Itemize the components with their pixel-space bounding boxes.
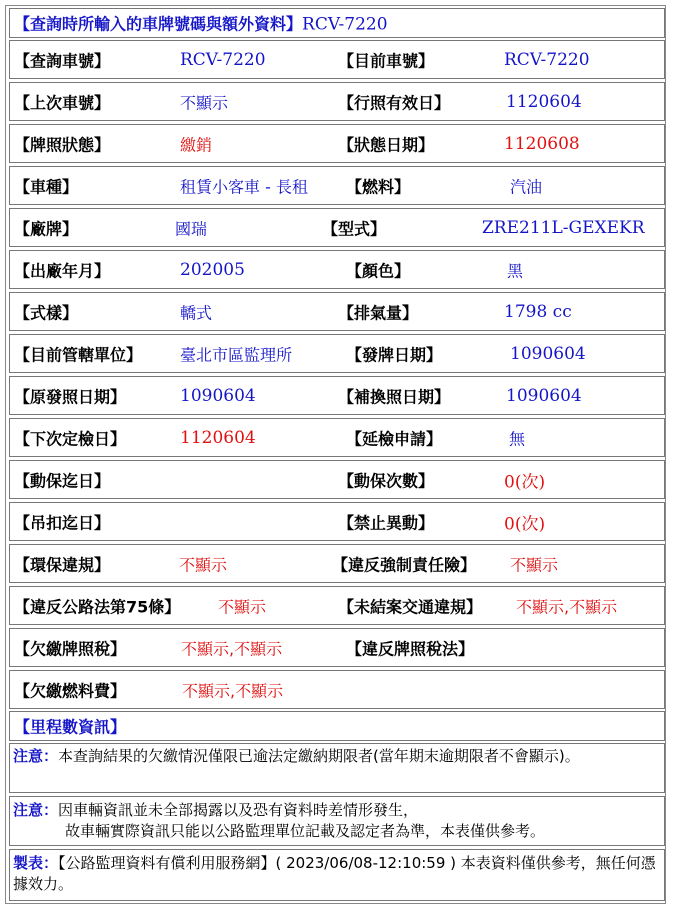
row-value: 無 xyxy=(509,429,526,448)
row-value: RCV-7220 xyxy=(180,49,266,70)
info-row xyxy=(9,586,665,625)
info-row xyxy=(9,376,665,415)
row-label: 【欠繳牌照稅】 xyxy=(14,639,127,658)
row-label: 【燃料】 xyxy=(346,177,411,196)
mileage-section xyxy=(9,711,665,741)
note-1-body: 本查詢結果的欠繳情況僅限已逾法定繳納期限者(當年期末逾期限者不會顯示)。 xyxy=(58,747,580,765)
footer-prefix: 製表： xyxy=(13,854,59,872)
row-label: 【環保違規】 xyxy=(14,555,111,574)
row-label: 【出廠年月】 xyxy=(14,261,111,280)
row-value: 1798 cc xyxy=(504,301,572,322)
info-row xyxy=(9,460,665,499)
row-value: 1090604 xyxy=(180,385,256,406)
report-footer xyxy=(9,849,665,901)
row-value: 租賃小客車 - 長租 xyxy=(180,177,308,196)
row-label: 【式樣】 xyxy=(14,303,79,322)
row-label: 【顏色】 xyxy=(346,261,411,280)
row-label: 【吊扣迄日】 xyxy=(14,513,111,532)
row-label: 【違反強制責任險】 xyxy=(332,555,477,574)
info-row xyxy=(9,544,665,583)
note-1-prefix: 注意： xyxy=(13,747,59,765)
report-title-plate: RCV-7220 xyxy=(302,14,388,35)
row-label: 【補換照日期】 xyxy=(338,387,451,406)
info-row xyxy=(9,628,665,667)
info-row xyxy=(9,334,665,373)
row-value: ZRE211L-GEXEKR xyxy=(482,217,645,238)
info-row xyxy=(9,124,665,163)
row-label: 【目前管轄單位】 xyxy=(14,345,143,364)
report-title xyxy=(14,12,388,35)
note-2-text xyxy=(13,800,660,842)
note-1-text xyxy=(13,746,660,767)
row-value: 臺北市區監理所 xyxy=(180,345,293,364)
row-label: 【行照有效日】 xyxy=(338,93,451,112)
row-value: RCV-7220 xyxy=(504,49,590,70)
row-label: 【未結案交通違規】 xyxy=(338,597,483,616)
row-value: 不顯示 xyxy=(179,555,228,574)
row-label: 【車種】 xyxy=(14,177,79,196)
row-value: 不顯示 xyxy=(218,597,267,616)
row-value: 不顯示,不顯示 xyxy=(181,639,283,658)
info-row xyxy=(9,670,665,709)
note-1 xyxy=(9,743,665,793)
row-label: 【發牌日期】 xyxy=(346,345,443,364)
row-label: 【目前車號】 xyxy=(338,51,435,70)
info-row xyxy=(9,418,665,457)
row-value: 不顯示 xyxy=(510,555,559,574)
info-row xyxy=(9,250,665,289)
note-2 xyxy=(9,796,665,846)
note-2-line-1: 因車輛資訊並未全部揭露以及恐有資料時差情形發生， xyxy=(58,801,419,819)
row-value: 1120604 xyxy=(506,91,582,112)
row-label: 【上次車號】 xyxy=(14,93,111,112)
row-label: 【延檢申請】 xyxy=(346,429,443,448)
row-label: 【型式】 xyxy=(322,219,387,238)
row-label: 【查詢車號】 xyxy=(14,51,111,70)
row-value: 不顯示,不顯示 xyxy=(182,681,284,700)
row-value: 1090604 xyxy=(510,343,586,364)
row-label: 【動保迄日】 xyxy=(14,471,111,490)
row-value: 繳銷 xyxy=(180,135,213,154)
row-label: 【排氣量】 xyxy=(338,303,419,322)
row-label: 【狀態日期】 xyxy=(338,135,435,154)
row-value: 1120604 xyxy=(180,427,256,448)
row-value: 0(次) xyxy=(504,472,546,492)
row-label: 【動保次數】 xyxy=(338,471,435,490)
row-label: 【禁止異動】 xyxy=(338,513,435,532)
report-title-label: 【查詢時所輸入的車牌號碼與額外資料】 xyxy=(14,14,303,34)
row-value: 0(次) xyxy=(504,514,546,534)
info-row xyxy=(9,208,665,247)
info-row xyxy=(9,82,665,121)
footer-body: 【公路監理資料有償利用服務網】( 2023/06/08-12:10:59 ) 本表資料僅供參考，無任何憑據效力。 xyxy=(13,854,656,893)
info-row xyxy=(9,166,665,205)
note-2-line-2: 故車輛實際資訊只能以公路監理單位記載及認定者為準，本表僅供參考。 xyxy=(65,822,546,840)
row-label: 【違反公路法第75條】 xyxy=(14,597,181,616)
row-value: 不顯示 xyxy=(180,93,229,112)
row-label: 【原發照日期】 xyxy=(14,387,127,406)
row-label: 【廠牌】 xyxy=(14,219,79,238)
mileage-label: 【里程數資訊】 xyxy=(14,717,127,737)
row-value: 1120608 xyxy=(504,133,580,154)
info-row xyxy=(9,40,665,79)
info-row xyxy=(9,292,665,331)
report-header xyxy=(9,8,665,38)
row-value: 202005 xyxy=(180,259,245,280)
row-value: 轎式 xyxy=(180,303,213,322)
row-value: 汽油 xyxy=(510,177,543,196)
row-label: 【違反牌照稅法】 xyxy=(346,639,475,658)
row-value: 1090604 xyxy=(506,385,582,406)
row-label: 【牌照狀態】 xyxy=(14,135,111,154)
footer-text xyxy=(13,853,660,895)
row-label: 【欠繳燃料費】 xyxy=(14,681,127,700)
info-row xyxy=(9,502,665,541)
note-2-prefix: 注意： xyxy=(13,801,59,819)
row-value: 國瑞 xyxy=(175,219,208,238)
row-value: 黑 xyxy=(507,261,524,280)
row-label: 【下次定檢日】 xyxy=(14,429,127,448)
row-value: 不顯示,不顯示 xyxy=(516,597,618,616)
